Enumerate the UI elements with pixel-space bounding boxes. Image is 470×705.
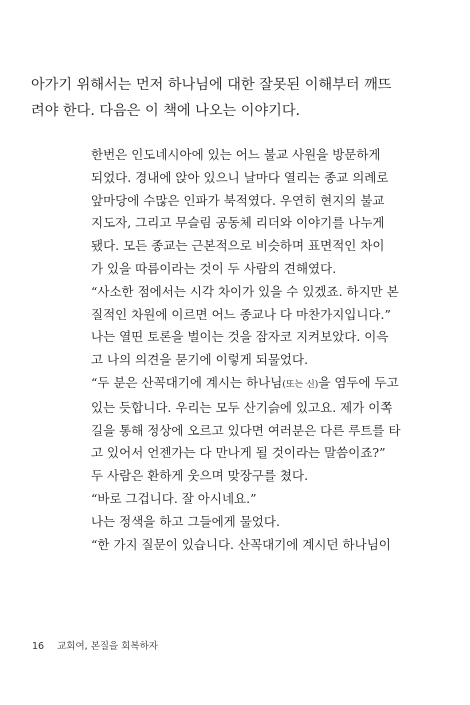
running-title: 교회여, 본질을 회복하자 bbox=[57, 641, 158, 652]
passage-line: 되었다. 경내에 앉아 있으니 날마다 열리는 종교 의례로 bbox=[91, 169, 389, 185]
intro-line: 아가기 위해서는 먼저 하나님에 대한 잘못된 이해부터 깨뜨 bbox=[31, 77, 392, 93]
passage-line: “사소한 점에서는 시각 차이가 있을 수 있겠죠. 하지만 본 bbox=[91, 283, 399, 299]
passage-line: 한번은 인도네시아에 있는 어느 불교 사원을 방문하게 bbox=[91, 147, 381, 162]
passage-aside: (또는 신) bbox=[282, 379, 319, 390]
passage-text: 을 염두에 두고 bbox=[318, 374, 399, 390]
passage-line: 고 나의 의견을 묻기에 이렇게 되물었다. bbox=[91, 352, 309, 368]
passage-line: 지도자, 그리고 무슬림 공동체 리더와 이야기를 나누게 bbox=[91, 215, 385, 231]
passage-line: 두 사람은 환하게 웃으며 맞장구를 쳤다. bbox=[91, 468, 309, 484]
passage-line: 길을 통해 정상에 오르고 있다면 여러분은 다른 루트를 타 bbox=[91, 422, 401, 438]
passage-line: “한 가지 질문이 있습니다. 산꼭대기에 계시던 하나님이 bbox=[91, 536, 391, 552]
passage-line bbox=[91, 372, 421, 397]
passage-line: “바로 그겁니다. 잘 아시네요.” bbox=[91, 490, 257, 506]
passage-line: 나는 열띤 토론을 벌이는 것을 잠자코 지켜보았다. 이윽 bbox=[91, 329, 389, 345]
passage-line: 질적인 차원에 이르면 어느 종교나 다 마찬가지입니다.” bbox=[91, 306, 391, 322]
passage-line: 가 있을 따름이라는 것이 두 사람의 견해였다. bbox=[91, 260, 337, 276]
passage-text: “두 분은 산꼭대기에 계시는 하나님 bbox=[91, 374, 283, 390]
quoted-passage bbox=[91, 144, 421, 556]
passage-line: 앞마당에 수많은 인파가 북적였다. 우연히 현지의 불교 bbox=[91, 192, 385, 208]
passage-line: 있는 듯합니다. 우리는 모두 산기슭에 있고요. 제가 이쪽 bbox=[91, 399, 393, 415]
intro-paragraph bbox=[31, 72, 441, 124]
passage-line: 나는 정색을 하고 그들에게 물었다. bbox=[91, 513, 280, 529]
page-footer bbox=[32, 638, 158, 652]
page-number: 16 bbox=[32, 641, 45, 652]
passage-line: 고 있어서 언젠가는 다 만나게 될 것이라는 말씀이죠?” bbox=[91, 445, 386, 461]
intro-line: 려야 한다. 다음은 이 책에 나오는 이야기다. bbox=[31, 103, 301, 119]
passage-line: 됐다. 모든 종교는 근본적으로 비슷하며 표면적인 차이 bbox=[91, 238, 385, 254]
